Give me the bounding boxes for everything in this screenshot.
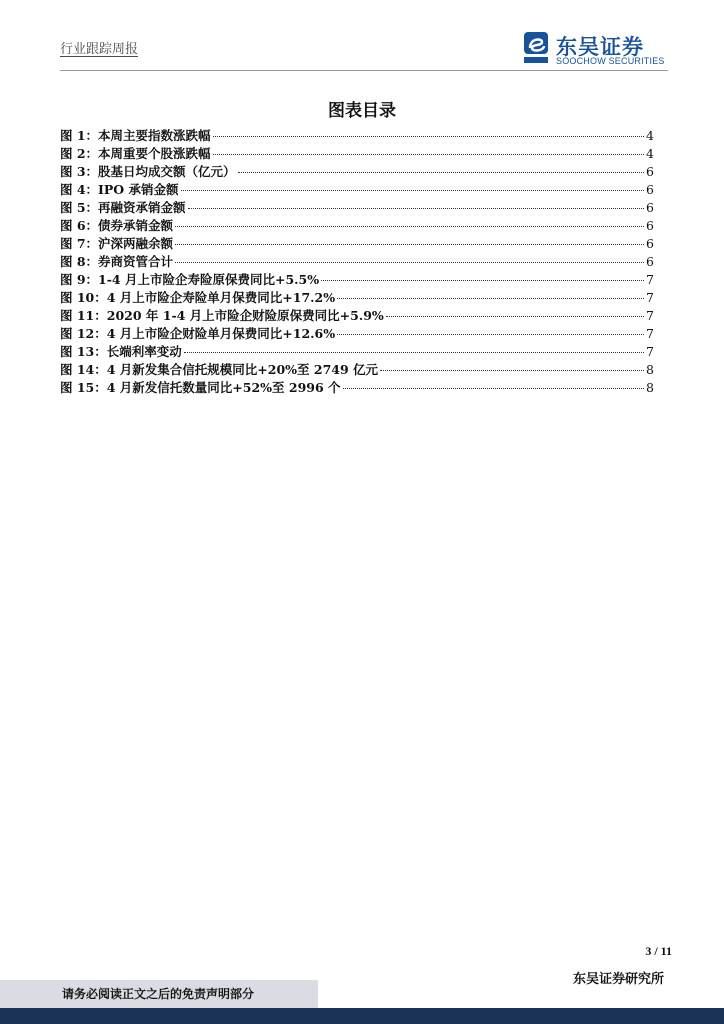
toc-entry-label: 图 10：4 月上市险企寿险单月保费同比+17.2% [60, 290, 336, 305]
toc-entry[interactable] [60, 253, 654, 271]
toc-entry[interactable] [60, 235, 654, 253]
toc-dot-leader [184, 352, 644, 353]
toc-entry[interactable] [60, 307, 654, 325]
toc-entry[interactable] [60, 271, 654, 289]
toc-dot-leader [213, 136, 644, 137]
toc-entry-page: 6 [646, 164, 654, 179]
toc-entry[interactable] [60, 127, 654, 145]
toc-dot-leader [181, 190, 644, 191]
toc-entry-page: 6 [646, 254, 654, 269]
toc-entry[interactable] [60, 163, 654, 181]
toc-entry-label: 图 13：长端利率变动 [60, 344, 182, 359]
toc-dot-leader [380, 370, 644, 371]
toc-entry-label: 图 2：本周重要个股涨跌幅 [60, 146, 211, 161]
footer-organization: 东吴证券研究所 [572, 972, 664, 987]
toc-entry-label: 图 14：4 月新发集合信托规模同比+20%至 2749 亿元 [60, 362, 379, 377]
toc-entry[interactable] [60, 217, 654, 235]
logo-name-cn: 东吴证券 [556, 35, 644, 59]
toc-entry-page: 7 [646, 344, 654, 359]
toc-entry[interactable] [60, 361, 654, 379]
footer-disclaimer: 请务必阅读正文之后的免责声明部分 [62, 987, 255, 1001]
toc-entry-page: 7 [646, 308, 654, 323]
toc-entry-page: 4 [646, 128, 654, 143]
toc-entry-label: 图 3：股基日均成交额（亿元） [60, 164, 236, 179]
toc-entry[interactable] [60, 325, 654, 343]
toc-entry-page: 6 [646, 218, 654, 233]
toc-dot-leader [386, 316, 644, 317]
toc-dot-leader [213, 154, 644, 155]
toc-dot-leader [337, 334, 644, 335]
toc-entry-label: 图 12：4 月上市险企财险单月保费同比+12.6% [60, 326, 336, 341]
toc-list [60, 127, 654, 397]
toc-entry-label: 图 11：2020 年 1-4 月上市险企财险原保费同比+5.9% [60, 308, 384, 323]
toc-entry-label: 图 1：本周主要指数涨跌幅 [60, 128, 211, 143]
toc-entry-label: 图 9：1-4 月上市险企寿险原保费同比+5.5% [60, 272, 320, 287]
toc-dot-leader [238, 172, 644, 173]
logo-mark-icon [522, 30, 552, 66]
toc-entry-label: 图 15：4 月新发信托数量同比+52%至 2996 个 [60, 380, 341, 395]
toc-dot-leader [175, 244, 644, 245]
toc-dot-leader [321, 280, 644, 281]
toc-entry[interactable] [60, 289, 654, 307]
toc-entry-page: 4 [646, 146, 654, 161]
toc-dot-leader [188, 208, 644, 209]
toc-dot-leader [343, 388, 644, 389]
company-logo [522, 30, 672, 70]
toc-entry[interactable] [60, 379, 654, 397]
toc-entry-label: 图 8：券商资管合计 [60, 254, 174, 269]
toc-entry-page: 8 [646, 380, 654, 395]
toc-entry[interactable] [60, 145, 654, 163]
header-divider [60, 70, 668, 71]
toc-entry[interactable] [60, 199, 654, 217]
toc-dot-leader [175, 262, 644, 263]
toc-entry-page: 8 [646, 362, 654, 377]
toc-dot-leader [175, 226, 644, 227]
footer-stripe [0, 1008, 724, 1024]
toc-entry-label: 图 5：再融资承销金额 [60, 200, 186, 215]
logo-name-en: SOOCHOW SECURITIES [556, 56, 665, 66]
toc-entry[interactable] [60, 343, 654, 361]
toc-entry-page: 6 [646, 236, 654, 251]
report-type-label: 行业跟踪周报 [60, 42, 139, 57]
toc-entry-page: 6 [646, 182, 654, 197]
toc-entry-page: 7 [646, 326, 654, 341]
toc-title: 图表目录 [328, 101, 396, 121]
toc-entry-page: 7 [646, 272, 654, 287]
toc-entry[interactable] [60, 181, 654, 199]
page-number: 3 / 11 [645, 944, 672, 958]
toc-entry-page: 7 [646, 290, 654, 305]
toc-entry-page: 6 [646, 200, 654, 215]
toc-entry-label: 图 7：沪深两融余额 [60, 236, 174, 251]
toc-entry-label: 图 6：债券承销金额 [60, 218, 174, 233]
toc-dot-leader [337, 298, 644, 299]
toc-entry-label: 图 4：IPO 承销金额 [60, 182, 179, 197]
